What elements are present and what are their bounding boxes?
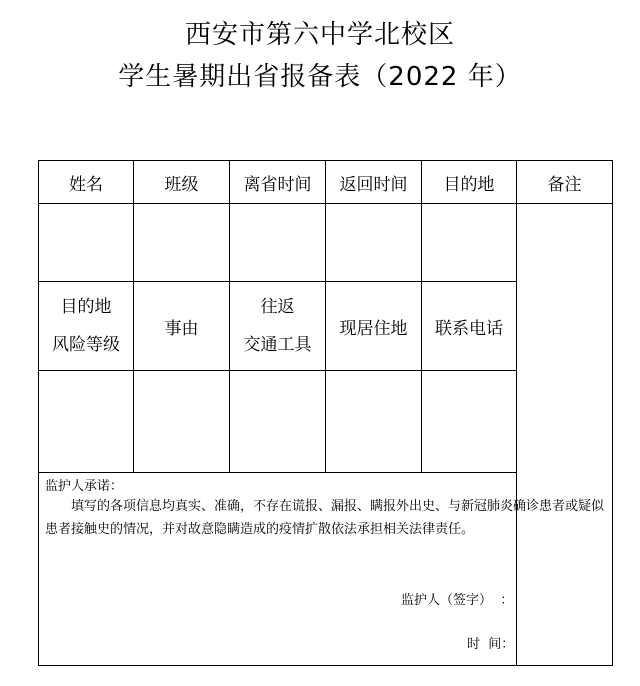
risk-level-cell[interactable] (39, 371, 134, 473)
pledge-body: 填写的各项信息均真实、准确，不存在谎报、漏报、瞒报外出史、与新冠肺炎确诊患者或疑似患者接触史的情况，并对故意隐瞒造成的疫情扩散依法承担相关法律责任。 (45, 499, 605, 537)
report-form-table (38, 160, 613, 666)
pledge-row (39, 473, 613, 666)
reason-cell[interactable] (134, 371, 230, 473)
transport-line2: 交通工具 (243, 335, 312, 355)
header-transport (230, 282, 326, 371)
header-destination: 目的地 (422, 161, 517, 204)
entry-row-1 (39, 204, 613, 282)
return-time-cell[interactable] (326, 204, 422, 282)
class-cell[interactable] (134, 204, 230, 282)
destination-cell[interactable] (422, 204, 517, 282)
transport-line1: 往返 (260, 297, 295, 317)
header-risk-level (39, 282, 134, 371)
header-class: 班级 (134, 161, 230, 204)
header-phone: 联系电话 (422, 282, 517, 371)
pledge-title: 监护人承诺： (45, 479, 124, 494)
phone-cell[interactable] (422, 371, 517, 473)
pledge-cell (39, 473, 613, 666)
risk-level-line2: 风险等级 (52, 335, 120, 355)
header-name: 姓名 (39, 161, 134, 204)
header-return-time: 返回时间 (326, 161, 422, 204)
leave-time-cell[interactable] (230, 204, 326, 282)
residence-cell[interactable] (326, 371, 422, 473)
header-row (39, 161, 613, 204)
risk-level-line1: 目的地 (60, 297, 112, 317)
form-title-line2: 学生暑期出省报备表（2022 年） (118, 62, 522, 92)
header-residence: 现居住地 (326, 282, 422, 371)
form-title-line1: 西安市第六中学北校区 (184, 20, 455, 50)
name-cell[interactable] (39, 204, 134, 282)
guardian-signature-label[interactable]: 监护人（签字） ： (401, 593, 514, 608)
header-remarks: 备注 (517, 161, 613, 204)
header-reason: 事由 (134, 282, 230, 371)
header-leave-time: 离省时间 (230, 161, 326, 204)
transport-cell[interactable] (230, 371, 326, 473)
signature-time-label[interactable]: 时 间： (467, 637, 515, 652)
